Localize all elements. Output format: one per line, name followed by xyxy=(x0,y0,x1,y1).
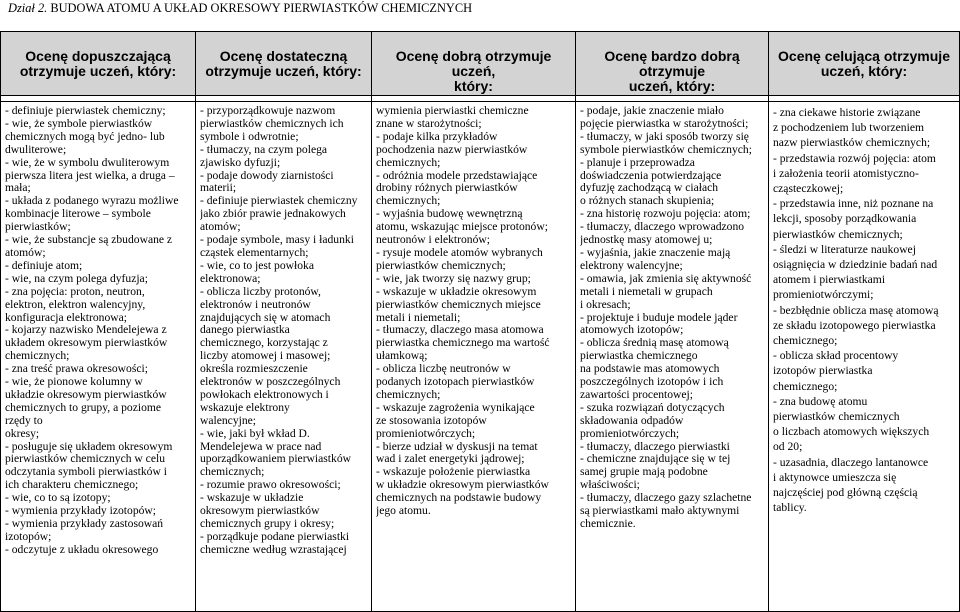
criteria-line: chemicznych to grupy, a poziome xyxy=(5,400,162,414)
criteria-cell-satisfactory xyxy=(196,102,372,612)
criteria-line: elektronowa; xyxy=(200,271,261,285)
criteria-line: - wymienia przykłady zastosowań xyxy=(5,517,164,530)
criteria-line: - chemiczne znajdujące się w tej xyxy=(580,452,731,466)
criteria-line: - tłumaczy, w jaki sposób tworzy się xyxy=(580,129,749,143)
criteria-line: układem okresowym pierwiastków xyxy=(5,336,168,350)
criteria-line: pochodzenia nazw pierwiastków xyxy=(376,142,528,156)
criteria-line: podanych izotopach pierwiastków xyxy=(376,375,535,389)
criteria-line: chemicznych; xyxy=(376,155,441,169)
criteria-line: i okresach; xyxy=(580,297,631,311)
criteria-line: dwuliterowe; xyxy=(5,142,67,156)
criteria-line: izotopów pierwiastka xyxy=(773,364,873,378)
criteria-line: - wie, że substancje są zbudowane z xyxy=(5,233,173,247)
criteria-line: o liczbach atomowych większych xyxy=(773,425,930,439)
criteria-line: - zna pojęcia: proton, neutron, xyxy=(5,284,145,298)
criteria-line: - szuka rozwiązań dotyczących xyxy=(580,400,725,414)
criteria-line: jednostkę masy atomowej u; xyxy=(580,233,713,247)
criteria-line: rzędy to xyxy=(5,413,43,427)
criteria-line: - projektuje i buduje modele jąder xyxy=(580,310,738,324)
criteria-line: samej grupie mają podobne xyxy=(580,465,708,479)
criteria-line: elektron, elektron walencyjny, xyxy=(5,297,146,311)
criteria-line: materii; xyxy=(200,181,237,195)
criteria-line: - wskazuje zagrożenia wynikające xyxy=(376,400,535,414)
criteria-line: drobiny różnych pierwiastków xyxy=(376,181,518,195)
criteria-line: pierwiastków chemicznych miejsce xyxy=(376,297,541,311)
criteria-line: - wyjaśnia budowę wewnętrzną xyxy=(376,207,523,221)
criteria-line: układzie okresowym pierwiastków xyxy=(5,387,167,401)
chapter-prefix: Dział 2. xyxy=(8,1,48,15)
criteria-line: okresy; xyxy=(5,426,40,440)
criteria-line: chemicznie. xyxy=(580,517,636,530)
criteria-line: i założenia teorii atomistyczno- xyxy=(773,166,919,180)
criteria-line: pierwiastków chemicznych w celu xyxy=(5,452,165,466)
criteria-line: - oblicza liczbę neutronów w xyxy=(376,362,511,376)
criteria-line: znane w starożytności; xyxy=(376,116,482,130)
criteria-line: wymienia pierwiastki chemiczne xyxy=(376,105,529,117)
criteria-line: chemicznych; xyxy=(200,465,265,479)
criteria-line: - podaje kilka przykładów xyxy=(376,129,498,143)
criteria-line: powłokach elektronowych i xyxy=(200,387,329,401)
header-grade-sufficient: Ocenę dopuszczającą otrzymuje uczeń, który: xyxy=(1,32,196,96)
criteria-line: walencyjne; xyxy=(200,413,257,427)
criteria-line: - tłumaczy, dlaczego wprowadzono xyxy=(580,220,745,234)
criteria-line: - oblicza skład procentowy xyxy=(773,349,899,363)
criteria-line: elektronów i neutronów xyxy=(200,297,311,311)
header-grade-excellent: Ocenę celującą otrzymuje uczeń, który: xyxy=(769,32,960,96)
criteria-line: chemicznych; xyxy=(376,194,441,208)
criteria-cell-very-good xyxy=(576,102,769,612)
criteria-line: - układa z podanego wyrazu możliwe xyxy=(5,194,179,208)
criteria-line: - rozumie prawo okresowości; xyxy=(200,478,341,492)
criteria-line: ich charakteru chemicznego; xyxy=(5,478,139,492)
criteria-line: - tłumaczy, dlaczego pierwiastki xyxy=(580,439,730,453)
criteria-line: dyfuzję zachodzącą w ciałach xyxy=(580,181,719,195)
criteria-line: - odróżnia modele przedstawiające xyxy=(376,168,538,182)
criteria-line: pierwiastków chemicznych ich xyxy=(200,116,344,130)
criteria-line: mała; xyxy=(5,181,31,195)
criteria-line: symbole i odwrotnie; xyxy=(200,129,299,143)
criteria-line: chemicznego, korzystając z xyxy=(200,336,328,350)
criteria-line: cząsteczkowej; xyxy=(773,182,844,196)
criteria-line: - definiuje pierwiastek chemiczny; xyxy=(5,105,166,117)
criteria-line: zawartości procentowej; xyxy=(580,387,693,401)
criteria-line: - wymienia przykłady izotopów; xyxy=(5,504,157,518)
criteria-line: pierwiastka chemicznego ma wartość xyxy=(376,336,550,350)
criteria-line: - zna historię rozwoju pojęcia: atom; xyxy=(580,207,751,221)
criteria-line: pierwiastka chemicznego xyxy=(580,349,698,363)
criteria-line: znajdujących się w atomach xyxy=(200,310,331,324)
criteria-line: atomem i pierwiastkami xyxy=(773,273,886,287)
criteria-line: chemicznego; xyxy=(773,334,838,348)
criteria-line: metali i niemetali; xyxy=(376,310,461,324)
header-grade-very-good: Ocenę bardzo dobrą otrzymuje uczeń, który: xyxy=(576,32,769,96)
criteria-line: neutronów i elektronów; xyxy=(376,233,490,247)
criteria-line: na podstawie mas atomowych xyxy=(580,362,720,376)
criteria-cell-excellent xyxy=(769,102,960,612)
criteria-line: danego pierwiastka xyxy=(200,323,290,337)
criteria-line: tablicy. xyxy=(773,501,807,515)
criteria-line: promieniotwórczych; xyxy=(580,426,680,440)
criteria-line: - tłumaczy, dlaczego masa atomowa xyxy=(376,323,544,337)
criteria-line: lekcji, sposoby porządkowania xyxy=(773,212,917,226)
criteria-line: atomów; xyxy=(5,245,46,259)
criteria-line: chemiczne według wzrastającej xyxy=(200,542,347,556)
header-row xyxy=(1,32,960,96)
criteria-line: - wyjaśnia, jakie znaczenie mają xyxy=(580,245,731,259)
criteria-line: - porządkuje podane pierwiastki xyxy=(200,529,350,543)
criteria-line: izotopów; xyxy=(5,529,52,543)
criteria-line: konfiguracja elektronowa; xyxy=(5,310,128,324)
criteria-line: - wie, że symbole pierwiastków xyxy=(5,116,153,130)
criteria-line: pierwsza litera jest wielka, a druga – xyxy=(5,168,175,182)
criteria-line: - przyporządkowuje nazwom xyxy=(200,105,336,117)
criteria-line: - rysuje modele atomów wybranych xyxy=(376,245,543,259)
criteria-line: - wskazuje położenie pierwiastka xyxy=(376,465,531,479)
criteria-line: chemicznego; xyxy=(773,379,838,393)
criteria-line: od 20; xyxy=(773,440,803,454)
criteria-line: - definiuje pierwiastek chemiczny xyxy=(200,194,358,208)
criteria-line: okresowym pierwiastków xyxy=(200,504,320,518)
criteria-line: chemicznych; xyxy=(5,349,70,363)
criteria-line: promieniotwórczymi; xyxy=(773,288,874,302)
criteria-line: symbole pierwiastków chemicznych; xyxy=(580,142,752,156)
criteria-line: - wie, że w symbolu dwuliterowym xyxy=(5,155,170,169)
criteria-line: metali i niemetali w grupach xyxy=(580,284,713,298)
criteria-line: odczytania symboli pierwiastków i xyxy=(5,465,167,479)
criteria-line: atomowych izotopów; xyxy=(580,323,684,337)
criteria-line: pierwiastków chemicznych xyxy=(773,410,900,424)
chapter-title: BUDOWA ATOMU A UKŁAD OKRESOWY PIERWIASTKÓW CHEMICZNYCH xyxy=(47,1,473,15)
criteria-line: - tłumaczy, na czym polega xyxy=(200,142,328,156)
criteria-line: - posługuje się układem okresowym xyxy=(5,439,173,453)
criteria-line: właściwości; xyxy=(580,478,640,492)
criteria-line: najczęściej pod główną częścią xyxy=(773,486,918,500)
criteria-line: poszczególnych izotopów i ich xyxy=(580,375,724,389)
criteria-line: wad i zalet energetyki jądrowej; xyxy=(376,452,525,466)
criteria-line: elektronów w poszczególnych xyxy=(200,375,341,389)
criteria-line: - śledzi w literaturze naukowej xyxy=(773,242,916,256)
criteria-line: elektrony walencyjne; xyxy=(580,258,683,272)
criteria-line: nazw pierwiastków chemicznych; xyxy=(773,136,931,150)
header-grade-good: Ocenę dobrą otrzymuje uczeń, który: xyxy=(372,32,576,96)
criteria-line: pierwiastków chemicznych; xyxy=(376,258,506,272)
criteria-line: - uzasadnia, dlaczego lantanowce xyxy=(773,455,929,469)
criteria-line: w układzie okresowym pierwiastków xyxy=(376,478,549,492)
criteria-line: ze stosowania izotopów xyxy=(376,413,487,427)
criteria-line: atomu, wskazując miejsce protonów; xyxy=(376,220,548,234)
criteria-line: chemicznych mogą być jedno- lub xyxy=(5,129,165,143)
criteria-line: określa rozmieszczenie xyxy=(200,362,308,376)
criteria-line: są pierwiastkami mało aktywnymi xyxy=(580,504,740,518)
grading-criteria-table xyxy=(0,31,960,612)
criteria-line: - przedstawia inne, niż poznane na xyxy=(773,197,934,211)
criteria-line: - omawia, jak zmienia się aktywność xyxy=(580,271,752,285)
criteria-cell-sufficient xyxy=(1,102,196,612)
criteria-line: zjawisko dyfuzji; xyxy=(200,155,281,169)
criteria-line: - oblicza średnią masę atomową xyxy=(580,336,729,350)
criteria-line: chemicznych grupy i okresy; xyxy=(200,517,335,530)
criteria-line: składowania odpadów xyxy=(580,413,684,427)
criteria-line: pierwiastków; xyxy=(5,220,71,234)
criteria-line: pierwiastków chemicznych; xyxy=(773,227,903,241)
criteria-line: wskazuje elektrony xyxy=(200,400,290,414)
criteria-line: uporządkowaniem pierwiastków xyxy=(200,452,351,466)
criteria-line: liczby atomowej i masowej; xyxy=(200,349,331,363)
criteria-line: - bierze udział w dyskusji na temat xyxy=(376,439,538,453)
criteria-line: doświadczenia potwierdzające xyxy=(580,168,722,182)
criteria-line: - zna ciekawe historie związane xyxy=(773,106,921,119)
criteria-line: jako zbiór prawie jednakowych xyxy=(200,207,346,221)
criteria-line: - kojarzy nazwisko Mendelejewa z xyxy=(5,323,167,337)
criteria-line: kombinacje literowe – symbole xyxy=(5,207,151,221)
criteria-line: - bezbłędnie oblicza masę atomową xyxy=(773,303,939,317)
criteria-line: chemicznych; xyxy=(376,387,441,401)
criteria-line: - podaje dowody ziarnistości xyxy=(200,168,334,182)
criteria-line: cząstek elementarnych; xyxy=(200,245,309,259)
criteria-line: ułamkową; xyxy=(376,349,428,363)
criteria-line: i aktynowce umieszcza się xyxy=(773,470,897,484)
criteria-line: - odczytuje z układu okresowego xyxy=(5,542,159,556)
criteria-line: osiągnięcia w dziedzinie badań nad xyxy=(773,258,938,272)
criteria-line: - zna budowę atomu xyxy=(773,394,868,408)
criteria-line: atomów; xyxy=(200,220,241,234)
criteria-line: - tłumaczy, dlaczego gazy szlachetne xyxy=(580,491,752,505)
criteria-line: - wie, jak tworzy się nazwy grup; xyxy=(376,271,531,285)
criteria-line: Mendelejewa w prace nad xyxy=(200,439,322,453)
criteria-line: - oblicza liczby protonów, xyxy=(200,284,321,298)
criteria-line: - wskazuje w układzie okresowym xyxy=(376,284,537,298)
criteria-line: chemicznych na podstawie budowy xyxy=(376,491,542,505)
criteria-line: - wie, co to jest powłoka xyxy=(200,258,314,272)
criteria-row xyxy=(1,102,960,612)
criteria-line: - planuje i przeprowadza xyxy=(580,155,695,169)
header-grade-satisfactory: Ocenę dostateczną otrzymuje uczeń, który: xyxy=(196,32,372,96)
criteria-line: z pochodzeniem lub tworzeniem xyxy=(773,121,924,135)
criteria-line: o różnych stanach skupienia; xyxy=(580,194,715,208)
criteria-line: - wie, co to są izotopy; xyxy=(5,491,111,505)
criteria-line: - zna treść prawa okresowości; xyxy=(5,362,148,376)
criteria-line: pojęcie pierwiastka w starożytności; xyxy=(580,116,749,130)
criteria-line: - podaje symbole, masy i ładunki xyxy=(200,233,354,247)
criteria-line: - wie, że pionowe kolumny w xyxy=(5,375,143,389)
criteria-line: ze składu izotopowego pierwiastka xyxy=(773,318,936,332)
page-title xyxy=(8,1,472,15)
criteria-line: - wskazuje w układzie xyxy=(200,491,304,505)
criteria-line: - podaje, jakie znaczenie miało xyxy=(580,105,724,117)
criteria-cell-good xyxy=(372,102,576,612)
criteria-line: promieniotwórczych; xyxy=(376,426,476,440)
criteria-line: - wie, jaki był wkład D. xyxy=(200,426,310,440)
criteria-line: jego atomu. xyxy=(376,504,431,518)
criteria-line: - definiuje atom; xyxy=(5,258,83,272)
criteria-line: - wie, na czym polega dyfuzja; xyxy=(5,271,148,285)
criteria-line: - przedstawia rozwój pojęcia: atom xyxy=(773,151,936,165)
